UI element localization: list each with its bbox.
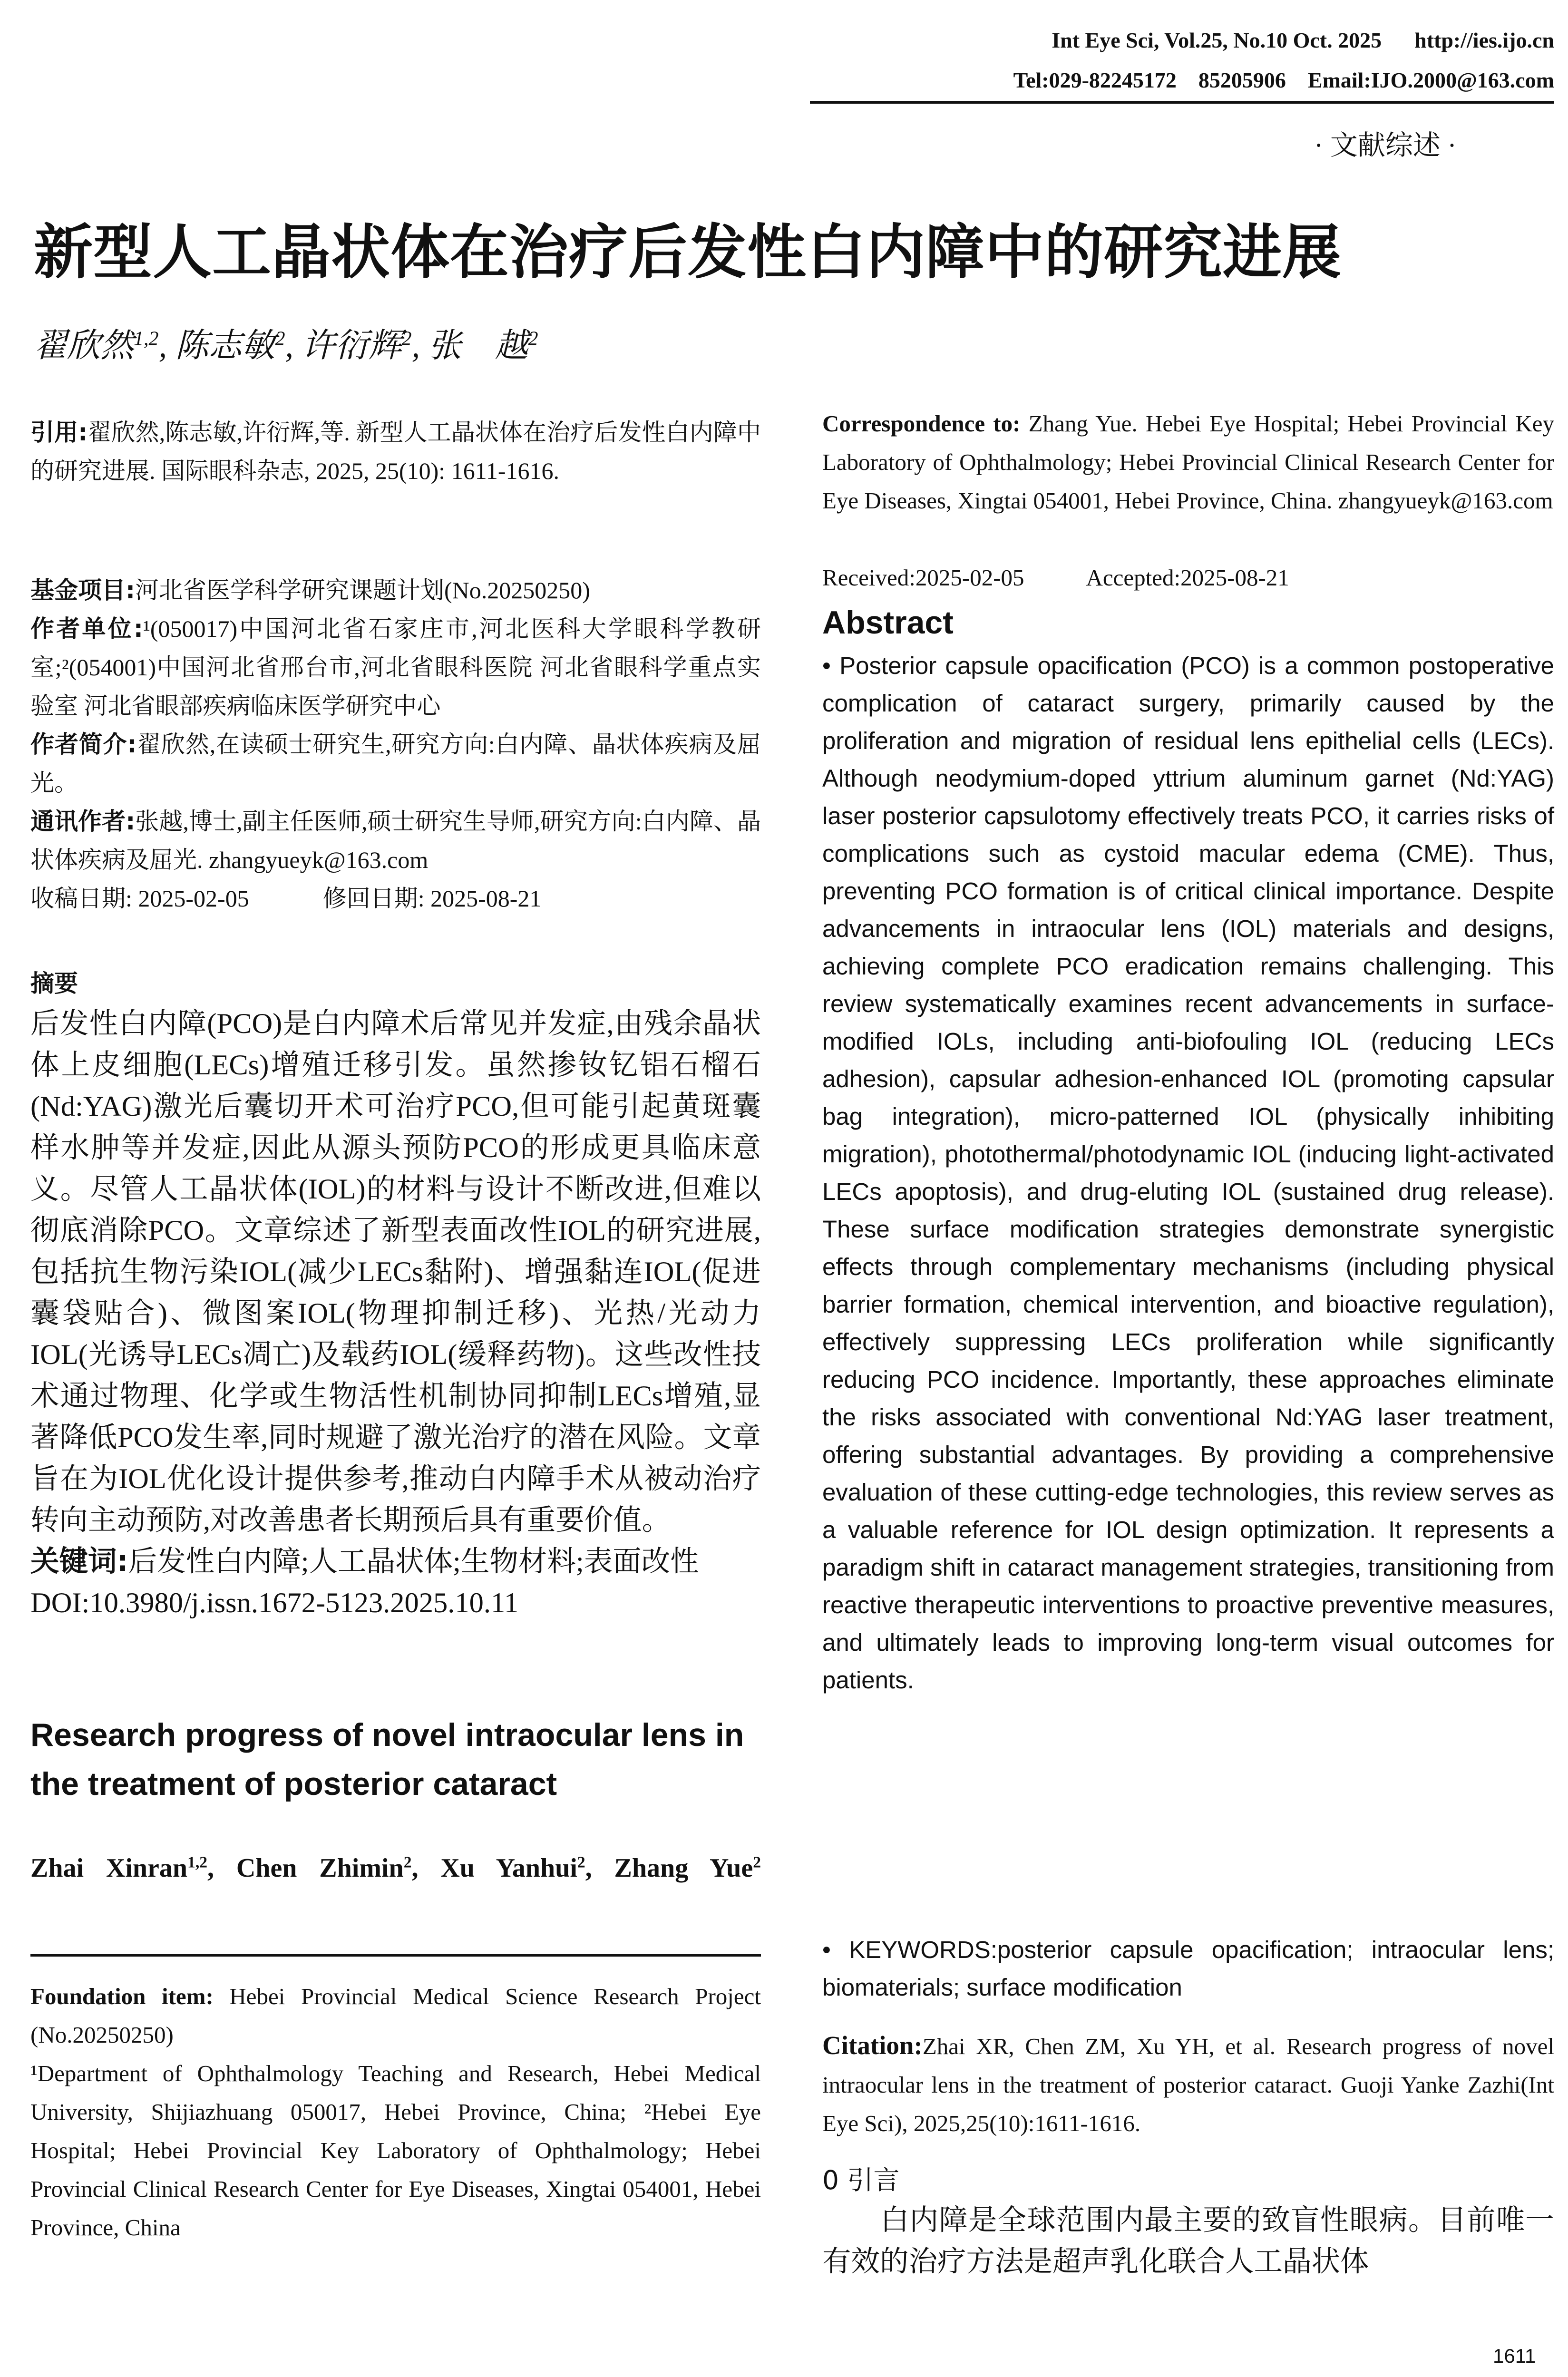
header-rule <box>810 101 1554 104</box>
author-list <box>34 319 538 367</box>
received-accepted: Received:2025-02-05 Accepted:2025-08-21 <box>822 565 1289 591</box>
corresponding-author: 通讯作者:张越,博士,副主任医师,硕士研究生导师,研究方向:白内障、晶状体疾病及屈光. zhangyueyk@163.com <box>30 808 761 873</box>
cn-citation: 引用:翟欣然,陈志敏,许衍辉,等. 新型人工晶状体在治疗后发性白内障中的研究进展. 国际眼科杂志, 2025, 25(10): 1611-1616. <box>30 419 761 484</box>
author: 许衍辉$^2$, <box>302 328 420 364</box>
intro-heading: 0 引言 <box>822 2165 900 2195</box>
article-title: 新型人工晶状体在治疗后发性白内障中的研究进展 <box>34 218 1342 287</box>
english-author-list: Zhai Xinran$^{1,2}$, Chen Zhimin$^2$, Xu Yanhui$^2$, Zhang Yue$^2$ <box>30 1853 761 1883</box>
correspondence: Correspondence to: Zhang Yue. Hebei Eye Hospital; Hebei Provincial Key Laboratory of Ophthalmology; Hebei Provincial Clinical Research Center for Eye Diseases, Xingtai 054001, Hebei Province, China. zhangyueyk@163.com <box>822 410 1554 514</box>
cn-abstract <box>30 964 761 1624</box>
doi: DOI:10.3980/j.issn.1672-5123.2025.10.11 <box>30 1587 519 1619</box>
cn-abstract-heading: 摘要 <box>30 970 78 997</box>
english-abstract-body: • Posterior capsule opacification (PCO) is a common postoperative complication of cataract surgery, primarily caused by the proliferation and migration of residual lens epithelial cells (LECs). Although neodymium-doped yttrium aluminum garnet (Nd:YAG) laser posterior capsulotomy effectively treats PCO, it carries risks of complications such as cystoid macular edema (CME). Thus, preventing PCO formation is of critical clinical importance. Despite advancements in intraocular lens (IOL) materials and designs, achieving complete PCO eradication remains challenging. This review systematically examines recent advancements in surface-modified IOLs, including anti-biofouling IOL (reducing LECs adhesion), capsular adhesion-enhanced IOL (promoting capsular bag integration), micro-patterned IOL (physically inhibiting migration), photothermal/photodynamic IOL (inducing light-activated LECs apoptosis), and drug-eluting IOL (sustained drug release). These surface modification strategies demonstrate synergistic effects through complementary mechanisms (including physical barrier formation, chemical intervention, and bioactive regulation), effectively suppressing LECs proliferation while significantly reducing PCO incidence. Importantly, these approaches eliminate the risks associated with conventional Nd:YAG laser treatment, offering substantial advantages. By providing a comprehensive evaluation of these cutting-edge technologies, this review serves as a valuable reference for IOL design optimization. It represents a paradigm shift in cataract management strategies, transitioning from reactive therapeutic interventions to proactive preventive measures, and ultimately leads to improving long-term visual outcomes for patients. <box>822 652 1554 1694</box>
cn-abstract-body: 后发性白内障(PCO)是白内障术后常见并发症,由残余晶状体上皮细胞(LECs)增殖迁移引发。虽然掺钕钇铝石榴石(Nd:YAG)激光后囊切开术可治疗PCO,但可能引起黄斑囊样水肿等并发症,因此从源头预防PCO的形成更具临床意义。尽管人工晶状体(IOL)的材料与设计不断改进,但难以彻底消除PCO。文章综述了新型表面改性IOL的研究进展,包括抗生物污染IOL(减少LECs黏附)、增强黏连IOL(促进囊袋贴合)、微图案IOL(物理抑制迁移)、光热/光动力IOL(光诱导LECs凋亡)及载药IOL(缓释药物)。这些改性技术通过物理、化学或生物活性机制协同抑制LECs增殖,显著降低PCO发生率,同时规避了激光治疗的潜在风险。文章旨在为IOL优化设计提供参考,推动白内障手术从被动治疗转向主动预防,对改善患者长期预后具有重要价值。 <box>30 1008 761 1536</box>
fund-info: 基金项目:河北省医学科学研究课题计划(No.20250250) <box>30 576 590 604</box>
author: 陈志敏$^2$, <box>175 328 293 364</box>
cn-keywords: 关键词:后发性白内障;人工晶状体;生物材料;表面改性 <box>30 1545 699 1578</box>
author: 张 越$^2$ <box>428 328 538 364</box>
dates: 收稿日期: 2025-02-05 修回日期: 2025-08-21 <box>30 885 542 912</box>
english-title: Research progress of novel intraocular lens in the treatment of posterior cataract <box>30 1717 744 1802</box>
intro-body: 白内障是全球范围内最主要的致盲性眼病。目前唯一有效的治疗方法是超声乳化联合人工晶状体 <box>822 2204 1554 2278</box>
english-keywords: • KEYWORDS:posterior capsule opacification; intraocular lens; biomaterials; surface modification <box>822 1936 1554 2001</box>
english-affiliations: ¹Department of Ophthalmology Teaching and Research, Hebei Medical University, Shijiazhuang 050017, Hebei Province, China; ²Hebei Eye Hospital; Hebei Provincial Key Laboratory of Ophthalmology; Hebei Provincial Clinical Research Center for Eye Diseases, Xingtai 054001, Hebei Province, China <box>30 2060 761 2241</box>
journal-header-line: Int Eye Sci, Vol.25, No.10 Oct. 2025 http://ies.ijo.cn <box>1052 28 1554 52</box>
contact-header-line: Tel:029-82245172 85205906 Email:IJO.2000@163.com <box>1013 68 1554 92</box>
cn-meta <box>30 571 761 918</box>
english-meta <box>30 1977 761 2247</box>
english-abstract-heading: Abstract <box>822 604 954 641</box>
author: 翟欣然$^{1,2}$, <box>34 328 167 364</box>
section-rule <box>30 1954 761 1957</box>
english-citation: Citation:Zhai XR, Chen ZM, Xu YH, et al. Research progress of novel intraocular lens in the treatment of posterior cataract. Guoji Yanke Zazhi(Int Eye Sci), 2025,25(10):1611-1616. <box>822 2031 1554 2136</box>
affiliation-info: 作者单位:¹(050017)中国河北省石家庄市,河北医科大学眼科学教研室;²(054001)中国河北省邢台市,河北省眼科医院 河北省眼科学重点实验室 河北省眼部疾病临床医学研究中心 <box>30 615 761 719</box>
page-number: 1611 <box>1493 2345 1536 2367</box>
foundation-item: Foundation item: Hebei Provincial Medical Science Research Project (No.20250250) <box>30 1983 761 2048</box>
section-label: · 文献综述 · <box>1314 130 1457 161</box>
author-bio: 作者简介:翟欣然,在读硕士研究生,研究方向:白内障、晶状体疾病及屈光。 <box>30 731 761 796</box>
